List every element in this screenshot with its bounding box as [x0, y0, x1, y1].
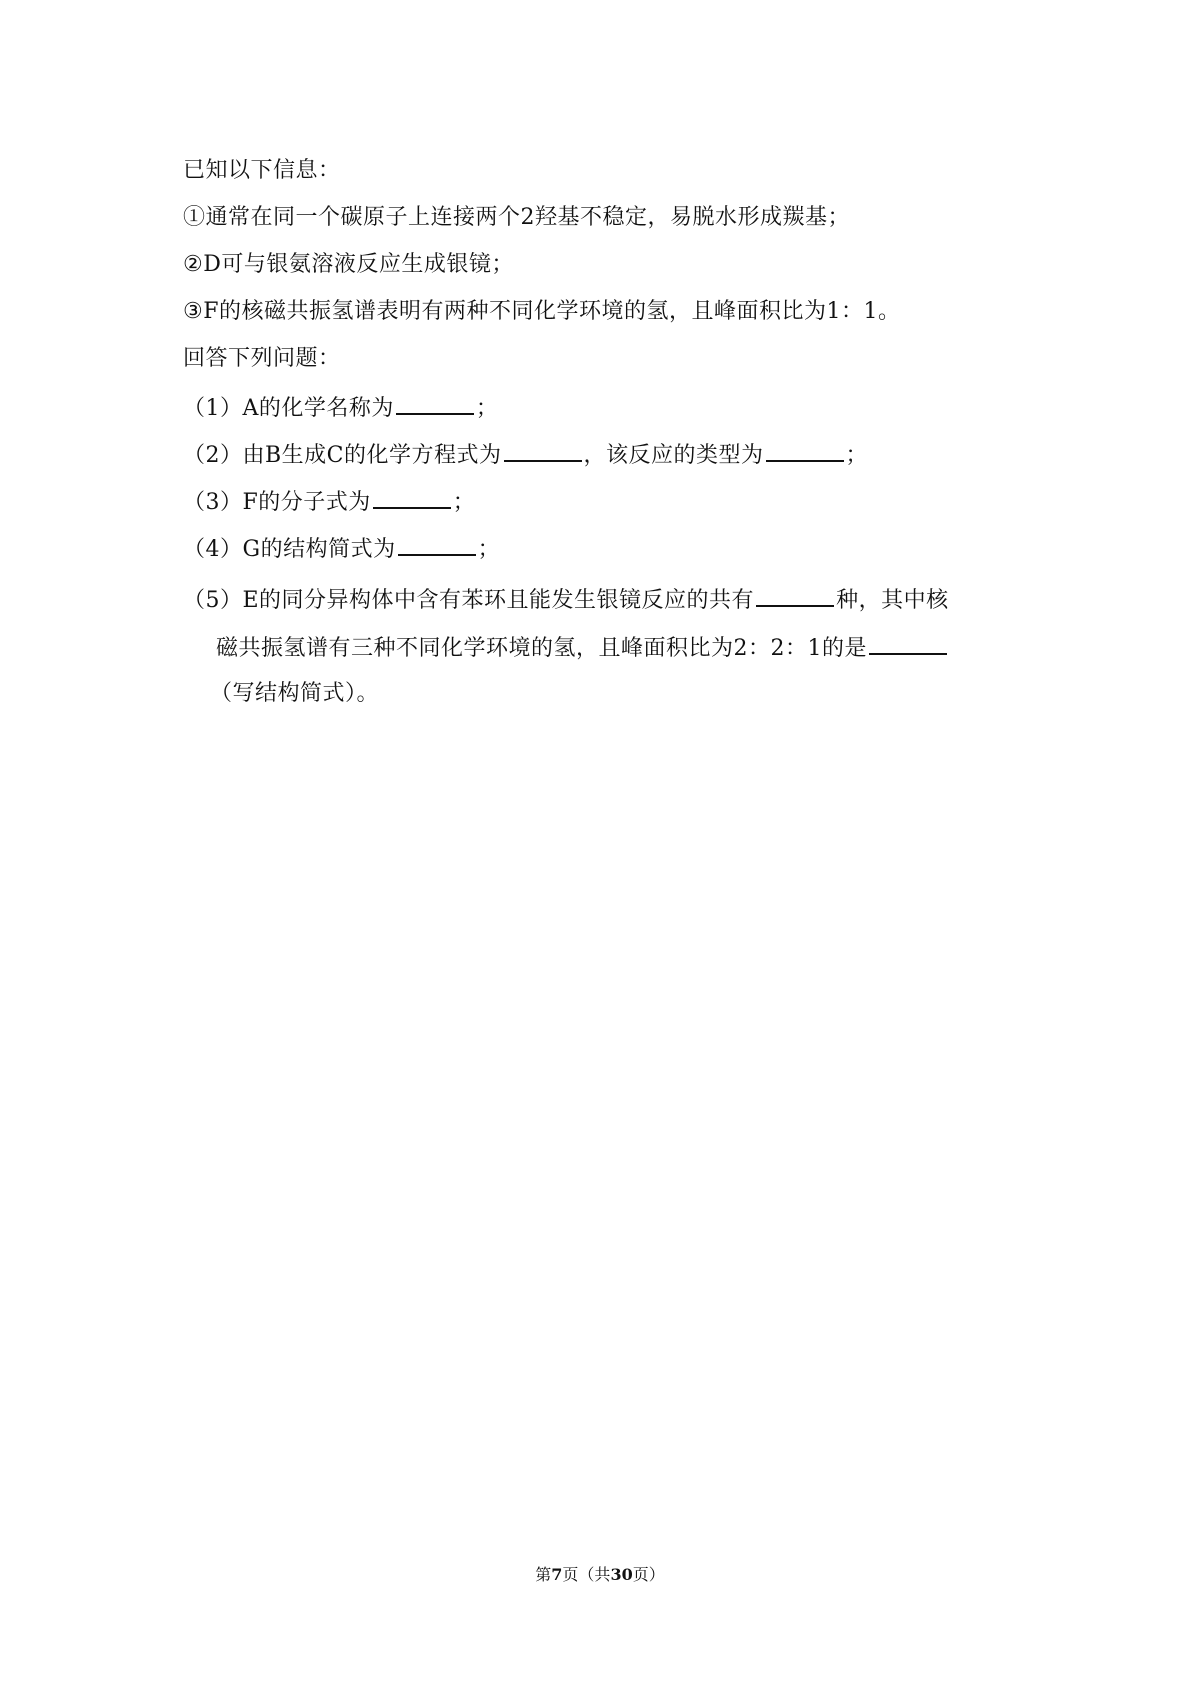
question-2 [183, 438, 868, 471]
footer-total-pages: 30 [610, 1565, 633, 1584]
info-item-2: ②D可与银氨溶液反应生成银镜； [183, 252, 514, 277]
question-5-mid: 种，其中核 [836, 588, 949, 613]
answer-heading: 回答下列问题： [183, 346, 341, 371]
question-3-text: （3）F的分子式为 [183, 490, 371, 515]
footer-middle: 页（共 [562, 1565, 611, 1584]
question-5-continued [216, 631, 949, 664]
question-4-end: ； [477, 537, 501, 562]
question-4 [183, 532, 500, 565]
question-5-cont-text: 磁共振氢谱有三种不同化学环境的氢，且峰面积比为2：2：1的是 [216, 636, 867, 661]
answer-blank-5b[interactable] [869, 631, 947, 655]
answer-blank-3[interactable] [373, 485, 451, 509]
answer-blank-5a[interactable] [756, 583, 834, 607]
page-footer [0, 1565, 1200, 1585]
question-1-end: ； [475, 396, 499, 421]
question-1 [183, 391, 498, 424]
info-item-1: ①通常在同一个碳原子上连接两个2羟基不稳定，易脱水形成羰基； [183, 205, 850, 230]
question-2-end: ； [845, 443, 869, 468]
question-3 [183, 485, 475, 518]
answer-blank-2a[interactable] [504, 438, 582, 462]
question-5-text: （5）E的同分异构体中含有苯环且能发生银镜反应的共有 [183, 588, 755, 613]
info-heading: 已知以下信息： [183, 158, 341, 183]
answer-blank-1[interactable] [396, 391, 474, 415]
question-2-text: （2）由B生成C的化学方程式为 [183, 443, 502, 468]
info-item-3: ③F的核磁共振氢谱表明有两种不同化学环境的氢，且峰面积比为1：1。 [183, 299, 901, 324]
question-4-text: （4）G的结构简式为 [183, 537, 396, 562]
footer-suffix: 页） [632, 1565, 665, 1584]
question-2-mid: ，该反应的类型为 [583, 443, 764, 468]
answer-blank-4[interactable] [398, 532, 476, 556]
footer-page-number: 7 [551, 1565, 563, 1584]
footer-prefix: 第 [535, 1565, 552, 1584]
question-5 [183, 583, 949, 616]
question-3-end: ； [452, 490, 476, 515]
question-5-note: （写结构简式）。 [210, 681, 380, 706]
answer-blank-2b[interactable] [766, 438, 844, 462]
question-1-text: （1）A的化学名称为 [183, 396, 394, 421]
